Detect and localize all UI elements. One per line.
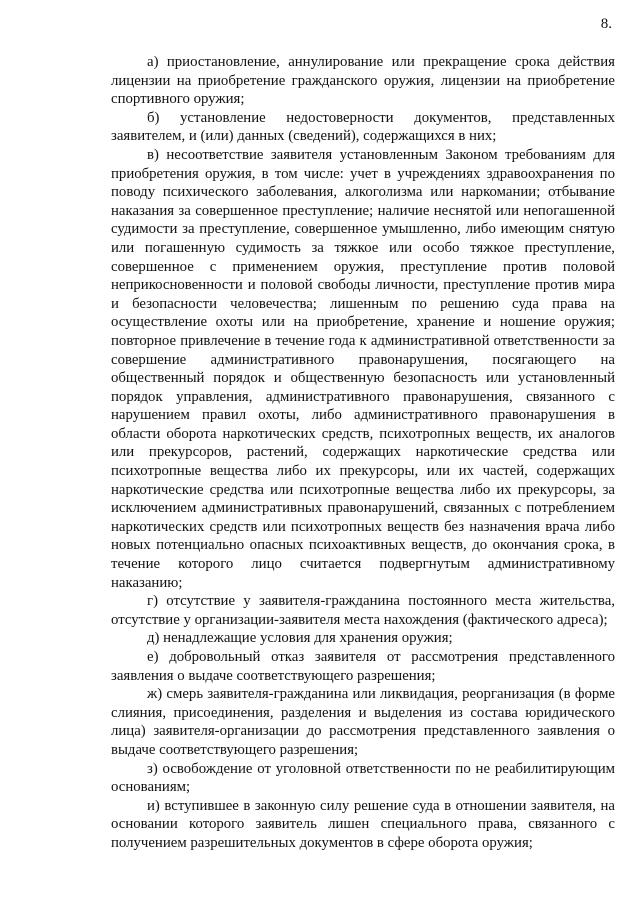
paragraph-z: з) освобождение от уголовной ответственности по не реабилитирующим основаниям;	[111, 760, 615, 796]
paragraph-a: а) приостановление, аннулирование или прекращение срока действия лицензии на приобретение гражданского оружия, лицензии на приобретение спортивного оружия;	[111, 54, 615, 108]
paragraph-v: в) несоответствие заявителя установленным Законом требованиям для приобретения оружия, в том числе: учет в учреждениях здравоохранения по поводу психического заболевания, алкоголизма или наркомании; отбывание наказания за совершенное преступление; наличие неснятой или непогашенной судимости за преступление, совершенное умышленно, либо имеющим снятую или погашенную судимость за тяжкое или особо тяжкое преступление, совершенное с применением оружия, преступление против половой неприкосновенности и половой свободы личности, преступление против мира и безопасности человечества; лишенным по решению суда права на осуществление охоты или на приобретение, хранение и ношение оружия; повторное привлечение в течение года к административной ответственности за совершение административного правонарушения, посягающего на общественный порядок и общественную безопасность или установленный порядок управления, административного правонарушения, связанного с нарушением правил охоты, либо административного правонарушения в области оборота наркотических средств, психотропных веществ, их аналогов или прекурсоров, растений, содержащих наркотические средства или психотропные вещества либо их прекурсоры, или их частей, содержащих наркотические средства или психотропные вещества либо их прекурсоры, за исключением административных правонарушений, связанных с потреблением наркотических средств или психотропных веществ без назначения врача либо новых потенциально опасных психоактивных веществ, до окончания срока, в течение которого лицо считается подвергнутым административному наказанию;	[111, 146, 615, 591]
paragraph-e: е) добровольный отказ заявителя от рассмотрения представленного заявления о выдаче соответствующего разрешения;	[111, 649, 615, 684]
paragraph-b: б) установление недостоверности документов, представленных заявителем, и (или) данных (сведений), содержащихся в них;	[111, 109, 615, 145]
page-number: 8.	[600, 16, 612, 32]
paragraph-d: д) ненадлежащие условия для хранения оружия;	[147, 630, 453, 647]
paragraph-zh: ж) смерь заявителя-гражданина или ликвидация, реорганизация (в форме слияния, присоединения, разделения и выделения из состава юридического лица) заявителя-организации до рассмотрения представленного заявления о выдаче соответствующего разрешения;	[111, 686, 615, 758]
paragraph-g: г) отсутствие у заявителя-гражданина постоянного места жительства, отсутствие у организации-заявителя места нахождения (фактического адреса);	[111, 593, 615, 628]
document-body	[111, 53, 615, 853]
paragraph-i: и) вступившее в законную силу решение суда в отношении заявителя, на основании которого заявитель лишен специального права, связанного с получением разрешительных документов в сфере оборота оружия;	[111, 797, 615, 851]
